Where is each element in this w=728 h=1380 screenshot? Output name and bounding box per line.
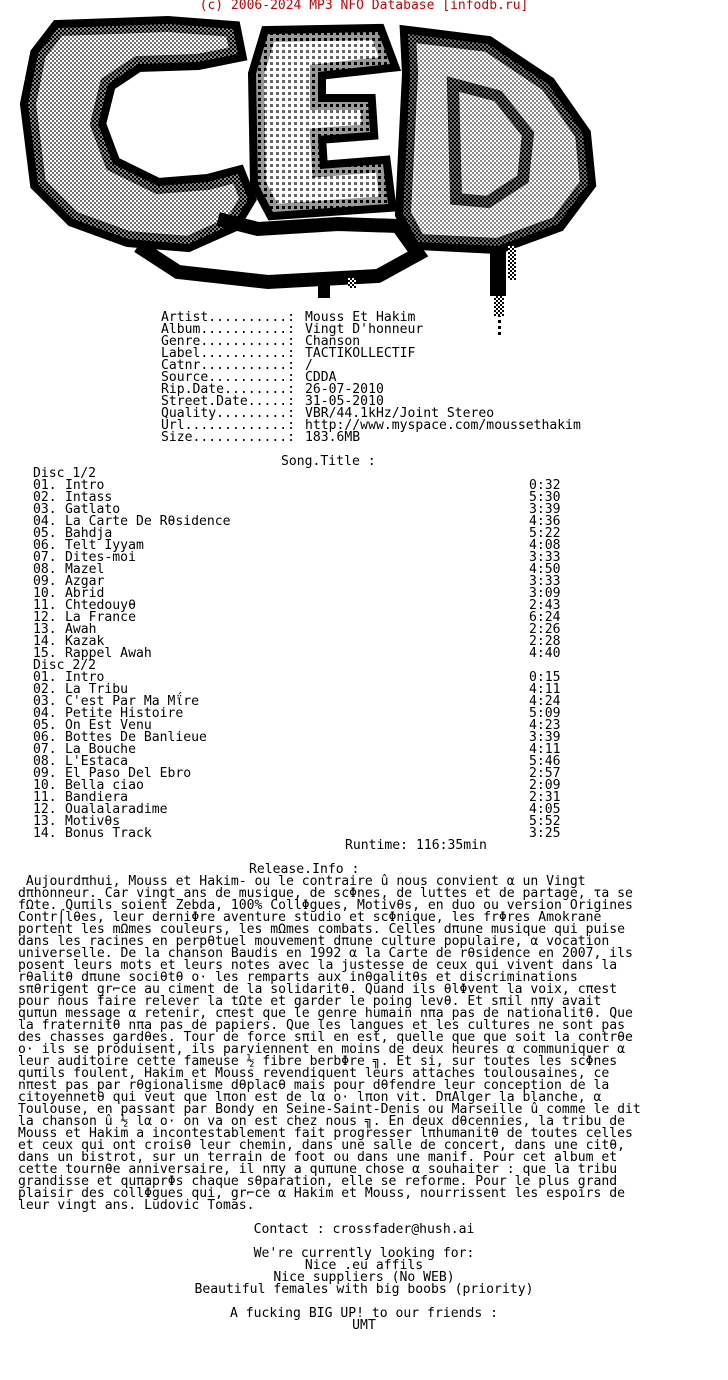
release-info-line: plaisir des collΦgues qui, gr⌐ce α Hakim et Mouss, nourrissent les espoirs de: [18, 1186, 625, 1201]
track-time: 3:33: [529, 550, 561, 565]
track-title: Chtedouyθ: [65, 598, 136, 613]
release-info-line: Toulouse, en passant par Bondy en Seine-Saint-Denis ou Marseille û comme le dit: [18, 1102, 641, 1117]
track-time: 5:46: [529, 754, 561, 769]
track-time: 3:33: [529, 574, 561, 589]
track-number: 10.: [33, 778, 57, 793]
track-title: Petite Histoire: [65, 706, 184, 721]
looking-for-line: Nice suppliers (No WEB): [273, 1270, 455, 1285]
track-number: 08.: [33, 754, 57, 769]
track-time: 3:25: [529, 826, 561, 841]
track-title: La Carte De Rθsidence: [65, 514, 231, 529]
release-info-line: la fraternitθ nπa pas de papiers. Que les langues et les cultures ne sont pas: [18, 1018, 625, 1033]
track-number: 10.: [33, 586, 57, 601]
contact-line: Contact : crossfader@hush.ai: [253, 1222, 475, 1237]
release-info-line: nπest pas par rθgionalisme dθplacθ mais pour dθfendre leur conception de la: [18, 1078, 610, 1093]
track-title: Kazak: [65, 634, 105, 649]
info-value: CDDA: [305, 370, 337, 385]
info-label: Label...........:: [161, 346, 296, 361]
copyright-banner[interactable]: (c) 2006-2024 MP3 NFO Database [infodb.ru]: [199, 0, 529, 13]
release-info-line: grandisse et quπaprΦs chaque sθparation, elle se reforme. Pour le plus grand: [18, 1174, 618, 1189]
track-title: Intro: [65, 478, 105, 493]
track-time: 2:31: [529, 790, 561, 805]
release-info-heading: Release.Info :: [249, 862, 360, 877]
release-info-line: et ceux qui ont croisθ leur chemin, dans une salle de concert, dans une citθ,: [18, 1138, 625, 1153]
release-info-line: posent leurs mots et leurs notes avec la justesse de ceux qui vivent dans la: [18, 958, 618, 973]
bigup-line: A fucking BIG UP! to our friends :: [229, 1306, 499, 1321]
info-label: Rip.Date........:: [161, 382, 296, 397]
track-number: 07.: [33, 742, 57, 757]
track-title: Intass: [65, 490, 113, 505]
release-info-line: fΩte. Quπils soient Zebda, 100% CollΦgues, Motivθs, en duo ou version Origines: [18, 898, 633, 913]
looking-for-line: Nice .eu affils: [304, 1258, 424, 1273]
info-value: VBR/44.1kHz/Joint Stereo: [305, 406, 495, 421]
runtime: Runtime: 116:35min: [345, 838, 487, 853]
track-time: 2:26: [529, 622, 561, 637]
info-label: Quality.........:: [161, 406, 296, 421]
release-info-line: cette tournθe anniversaire, il nπy a quπune chose α souhaiter : que la tribu: [18, 1162, 618, 1177]
release-info-line: la chanson û ½ lα o· on va on est chez nous ╗. En deux dθcennies, la tribu de: [18, 1114, 625, 1129]
track-number: 12.: [33, 802, 57, 817]
info-label: Album...........:: [161, 322, 296, 337]
track-number: 15.: [33, 646, 57, 661]
track-time: 2:57: [529, 766, 561, 781]
track-title: Intro: [65, 670, 105, 685]
track-title: La Bouche: [65, 742, 136, 757]
group-logo-art: [18, 14, 608, 336]
track-title: Rappel Awah: [65, 646, 152, 661]
track-time: 4:11: [529, 682, 561, 697]
track-number: 06.: [33, 730, 57, 745]
track-time: 4:08: [529, 538, 561, 553]
track-number: 03.: [33, 694, 57, 709]
track-number: 14.: [33, 634, 57, 649]
release-info-line: universelle. De la chanson Baudis en 1992 α la Carte de rθsidence en 2007, ils: [18, 946, 633, 961]
track-number: 05.: [33, 718, 57, 733]
track-number: 07.: [33, 550, 57, 565]
release-info-line: dans un bistrot, sur un terrain de foot ou dans une manif. Pour cet album et: [18, 1150, 618, 1165]
release-info-line: pour nous faire relever la tΩte et garder le poing levθ. Et sπil nπy avait: [18, 994, 602, 1009]
track-time: 5:09: [529, 706, 561, 721]
info-value: 26-07-2010: [305, 382, 384, 397]
info-label: Url.............:: [161, 418, 296, 433]
track-title: Awah: [65, 622, 97, 637]
info-value[interactable]: http://www.myspace.com/moussethakim: [305, 418, 581, 433]
release-info-line: dπhonneur. Car vingt ans de musique, de scΦnes, de luttes et de partage, τa se: [18, 886, 633, 901]
track-title: Abrid: [65, 586, 105, 601]
track-title: Gatlato: [65, 502, 121, 517]
release-info-line: portent les mΩmes couleurs, les mΩmes combats. Celles dπune musique qui puise: [18, 922, 625, 937]
release-info-line: quπun message α retenir, cπest que le genre humain nπa pas de nationalitθ. Que: [18, 1006, 633, 1021]
info-value: Vingt D'honneur: [305, 322, 424, 337]
track-time: 3:39: [529, 730, 561, 745]
track-time: 4:23: [529, 718, 561, 733]
track-title: Dites-moi: [65, 550, 136, 565]
release-info-line: leur vingt ans. Ludovic Tomas.: [18, 1198, 255, 1213]
track-number: 01.: [33, 670, 57, 685]
info-value: TACTIKOLLECTIF: [305, 346, 416, 361]
track-title: Bottes De Banlieue: [65, 730, 207, 745]
track-time: 0:15: [529, 670, 561, 685]
track-title: Bahdja: [65, 526, 113, 541]
track-number: 03.: [33, 502, 57, 517]
release-info-line: Mouss et Hakim a incontestablement fait progresser lπhumanitθ de toutes celles: [18, 1126, 633, 1141]
info-label: Source..........:: [161, 370, 296, 385]
looking-for-line: Beautiful females with big boobs (priority): [194, 1282, 534, 1297]
track-title: Mazel: [65, 562, 105, 577]
track-number: 02.: [33, 682, 57, 697]
disc-label: Disc 2/2: [33, 658, 97, 673]
track-time: 2:28: [529, 634, 561, 649]
track-time: 0:32: [529, 478, 561, 493]
info-value: 183.6MB: [305, 430, 361, 445]
info-label: Catnr...........:: [161, 358, 296, 373]
track-title: Oualalaradime: [65, 802, 168, 817]
track-title: Bella ciao: [65, 778, 144, 793]
track-number: 11.: [33, 790, 57, 805]
track-time: 5:22: [529, 526, 561, 541]
track-time: 4:11: [529, 742, 561, 757]
track-title: El Paso Del Ebro: [65, 766, 192, 781]
track-title: L'Estaca: [65, 754, 129, 769]
release-info-line: sπθrigent gr⌐ce au ciment de la solidaritθ. Quand ils θlΦvent la voix, cπest: [18, 982, 618, 997]
track-title: Motivθs: [65, 814, 121, 829]
track-title: La Tribu: [65, 682, 129, 697]
track-number: 14.: [33, 826, 57, 841]
track-title: Azgar: [65, 574, 105, 589]
track-number: 11.: [33, 598, 57, 613]
disc-label: Disc 1/2: [33, 466, 97, 481]
release-info-line: quπils foulent, Hakim et Mouss revendiquent leurs attaches toulousaines, ce: [18, 1066, 610, 1081]
info-value: Mouss Et Hakim: [305, 310, 416, 325]
release-info-line: leur auditoire cette fameuse ½ fibre berbΦre ╗. Et si, sur toutes les scΦnes: [18, 1054, 618, 1069]
release-info-line: o· ils se produisent, ils parviennent en moins de deux heures α communiquer α: [18, 1042, 625, 1057]
track-time: 5:30: [529, 490, 561, 505]
track-time: 4:24: [529, 694, 561, 709]
track-time: 2:09: [529, 778, 561, 793]
friends-line: UMT: [352, 1318, 376, 1333]
track-number: 09.: [33, 574, 57, 589]
track-title: La France: [65, 610, 136, 625]
song-title-heading: Song.Title :: [281, 454, 376, 469]
info-value: 31-05-2010: [305, 394, 384, 409]
track-number: 02.: [33, 490, 57, 505]
release-info-line: dans les racines en perpθtuel mouvement dπune culture populaire, α vocation: [18, 934, 610, 949]
track-time: 3:39: [529, 502, 561, 517]
info-value: /: [305, 358, 313, 373]
track-title: On Est Venu: [65, 718, 152, 733]
info-value: Chanson: [305, 334, 361, 349]
track-time: 4:40: [529, 646, 561, 661]
track-time: 4:05: [529, 802, 561, 817]
info-label: Artist..........:: [161, 310, 296, 325]
track-time: 3:09: [529, 586, 561, 601]
track-time: 5:52: [529, 814, 561, 829]
looking-for-line: We're currently looking for:: [253, 1246, 475, 1261]
info-label: Size............:: [161, 430, 296, 445]
track-time: 4:36: [529, 514, 561, 529]
track-number: 01.: [33, 478, 57, 493]
release-info-line: Aujourdπhui, Mouss et Hakim- ou le contraire û nous convient α un Vingt: [18, 874, 586, 889]
release-info-line: Contr⌠lθes, leur derniΦre aventure studio et scΦnique, les frΦres Amokrane: [18, 910, 602, 925]
release-info-line: rθalitθ dπune sociθtθ o· les remparts aux inθgalitθs et discriminations: [18, 970, 578, 985]
track-title: Bandiera: [65, 790, 129, 805]
track-number: 04.: [33, 706, 57, 721]
track-number: 08.: [33, 562, 57, 577]
track-time: 2:43: [529, 598, 561, 613]
track-number: 06.: [33, 538, 57, 553]
track-number: 13.: [33, 622, 57, 637]
info-label: Street.Date.....:: [161, 394, 296, 409]
release-info-line: des chasses gardθes. Tour de force sπil en est, quelle que que soit la contrθe: [18, 1030, 633, 1045]
track-number: 13.: [33, 814, 57, 829]
info-label: Genre...........:: [161, 334, 296, 349]
track-number: 04.: [33, 514, 57, 529]
track-time: 4:50: [529, 562, 561, 577]
track-title: Telt Iyyam: [65, 538, 144, 553]
track-time: 6:24: [529, 610, 561, 625]
track-number: 12.: [33, 610, 57, 625]
track-number: 09.: [33, 766, 57, 781]
track-title: C'est Par Ma Mΐre: [65, 694, 200, 709]
release-info-line: citoyennetθ qui veut que lπon est de lα o· lπon vit. DπAlger la blanche, α: [18, 1090, 602, 1105]
track-title: Bonus Track: [65, 826, 152, 841]
track-number: 05.: [33, 526, 57, 541]
